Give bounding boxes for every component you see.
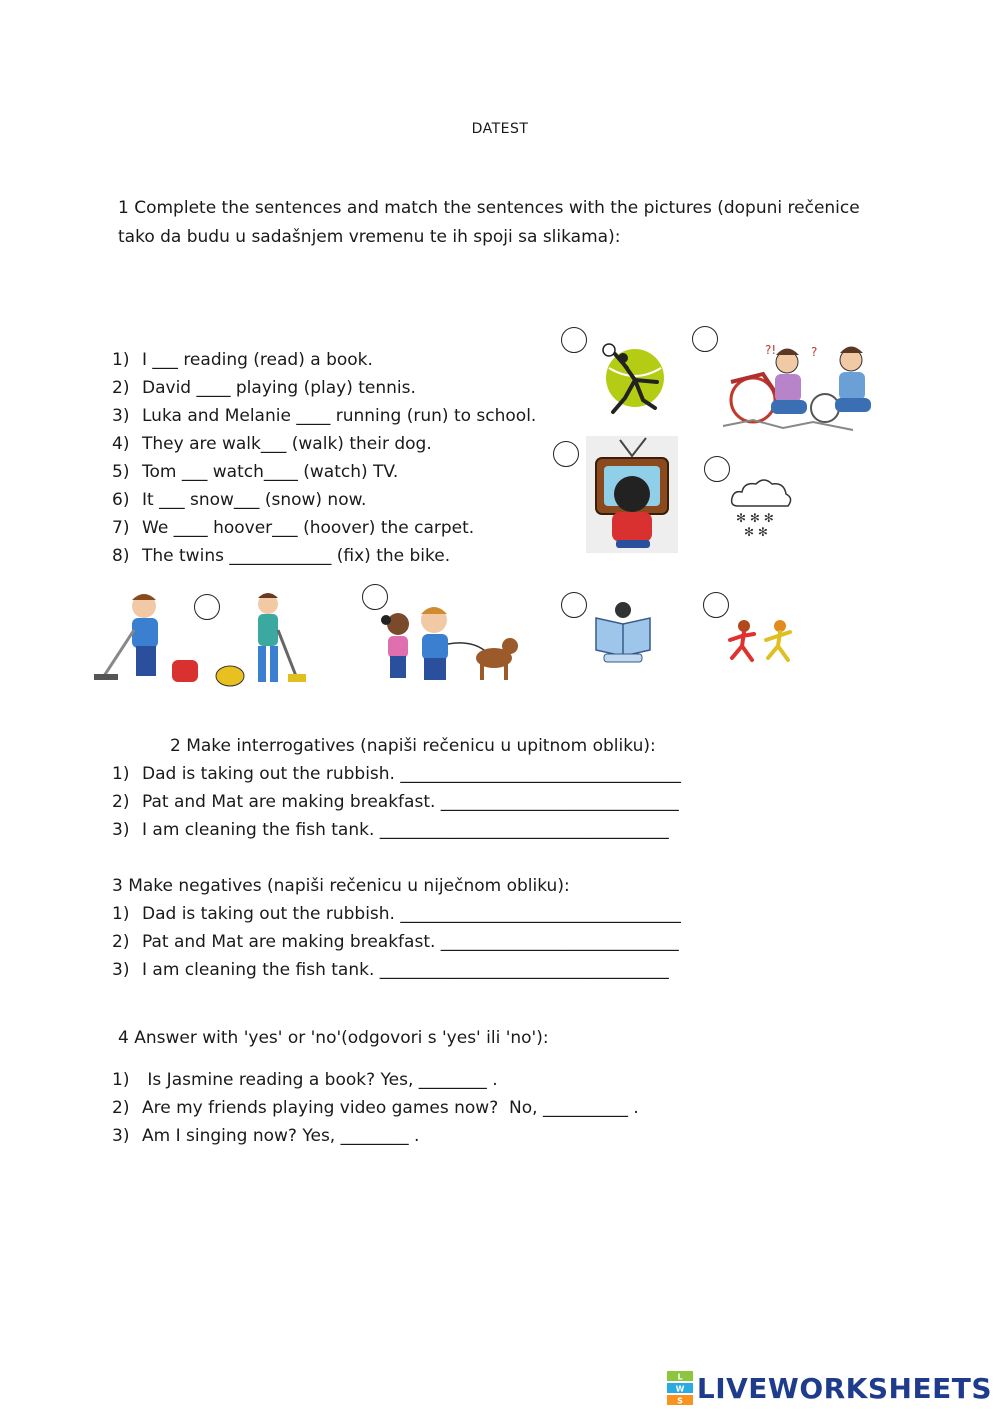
svg-text:✻ ✻ ✻: ✻ ✻ ✻ bbox=[736, 511, 774, 525]
logo-letter-l: L bbox=[677, 1372, 683, 1382]
list-item: 3) I am cleaning the fish tank. __________________________________ bbox=[112, 820, 669, 840]
snow-cloud-image bbox=[728, 476, 794, 538]
answer-circle-snow[interactable] bbox=[704, 456, 730, 482]
list-item: 5) Tom ___ watch____ (watch) TV. bbox=[112, 462, 399, 482]
list-item: 1) Is Jasmine reading a book? Yes, ________ . bbox=[112, 1070, 498, 1090]
list-item: 2) Are my friends playing video games now? No, __________ . bbox=[112, 1098, 639, 1118]
kids-running-image bbox=[722, 618, 802, 668]
list-item: 7) We ____ hoover___ (hoover) the carpet. bbox=[112, 518, 475, 538]
task3-section bbox=[112, 872, 681, 984]
page-title: DATEST bbox=[471, 121, 529, 137]
task4-instruction: 4 Answer with 'yes' or 'no'(odgovori s 'yes' ili 'no'): bbox=[118, 1028, 549, 1048]
liveworksheets-logo[interactable] bbox=[667, 1371, 992, 1405]
liveworksheets-brand: LIVEWORKSHEETS bbox=[696, 1371, 992, 1405]
list-item: 8) The twins ____________ (fix) the bike. bbox=[112, 546, 451, 566]
people-hoovering-image bbox=[92, 590, 312, 694]
task2-section bbox=[112, 732, 681, 844]
tennis-player-image bbox=[585, 340, 680, 420]
logo-letter-s: S bbox=[676, 1396, 683, 1405]
twins-fixing-bike-image bbox=[713, 340, 883, 440]
svg-text:✻ ✻: ✻ ✻ bbox=[744, 525, 768, 538]
task2-instruction: 2 Make interrogatives (napiši rečenicu u upitnom obliku): bbox=[170, 736, 656, 756]
list-item: 6) It ___ snow___ (snow) now. bbox=[112, 490, 367, 510]
svg-text:?!: ?! bbox=[765, 343, 777, 357]
task3-instruction: 3 Make negatives (napiši rečenicu u niječnom obliku): bbox=[112, 876, 570, 896]
svg-text:?: ? bbox=[811, 345, 818, 359]
list-item: 3) I am cleaning the fish tank. __________________________________ bbox=[112, 960, 669, 980]
task1-list bbox=[112, 346, 536, 570]
list-item: 2) Pat and Mat are making breakfast. ____________________________ bbox=[112, 932, 679, 952]
list-item: 2) Pat and Mat are making breakfast. ____________________________ bbox=[112, 792, 679, 812]
list-item: 1) Dad is taking out the rubbish. _________________________________ bbox=[112, 764, 681, 784]
boy-watching-tv-image bbox=[586, 436, 678, 553]
girl-reading-book-image bbox=[592, 600, 654, 666]
answer-circle-reading[interactable] bbox=[561, 592, 587, 618]
liveworksheets-logo-icon bbox=[667, 1371, 693, 1405]
answer-circle-running[interactable] bbox=[703, 592, 729, 618]
kids-walking-dog-image bbox=[374, 600, 522, 686]
logo-letter-w: W bbox=[675, 1384, 685, 1394]
list-item: 1) Dad is taking out the rubbish. _________________________________ bbox=[112, 904, 681, 924]
answer-circle-tennis[interactable] bbox=[561, 327, 587, 353]
list-item: 1) I ___ reading (read) a book. bbox=[112, 350, 373, 370]
list-item: 3) Am I singing now? Yes, ________ . bbox=[112, 1126, 420, 1146]
task4-list bbox=[112, 1066, 639, 1150]
list-item: 4) They are walk___ (walk) their dog. bbox=[112, 434, 432, 454]
task1-instruction: 1 Complete the sentences and match the sentences with the pictures (dopuni rečenice tako da budu u sadašnjem vremenu te ih spoji sa slikama): bbox=[118, 198, 860, 247]
list-item: 3) Luka and Melanie ____ running (run) to school. bbox=[112, 406, 537, 426]
answer-circle-tv[interactable] bbox=[553, 441, 579, 467]
list-item: 2) David ____ playing (play) tennis. bbox=[112, 378, 416, 398]
